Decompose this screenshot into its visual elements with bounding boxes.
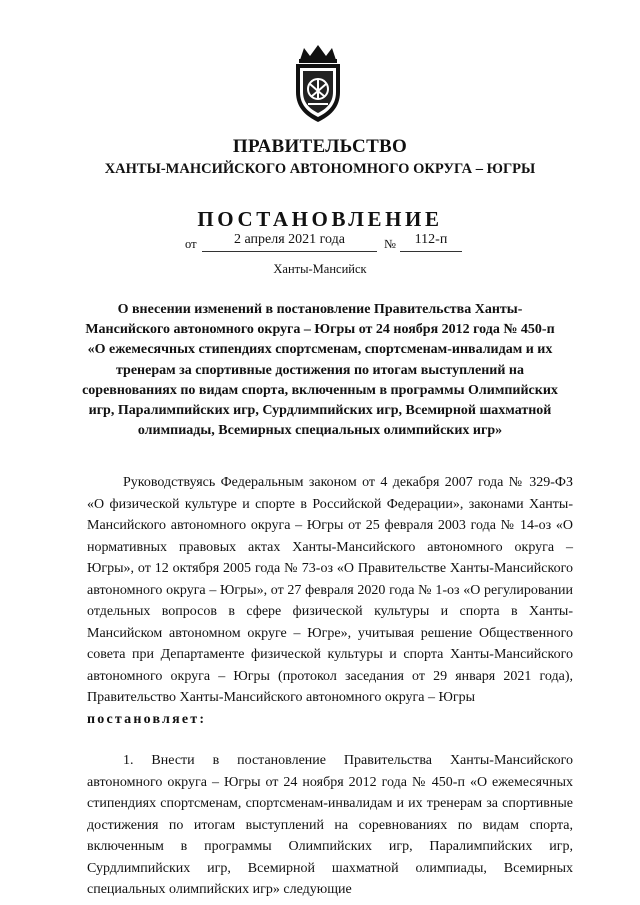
date-number-line — [0, 232, 640, 254]
document-date: 2 апреля 2021 года — [202, 232, 377, 252]
number-label: № — [384, 237, 396, 251]
coat-of-arms-emblem — [286, 42, 350, 126]
document-type-heading: ПОСТАНОВЛЕНИЕ — [197, 207, 443, 231]
document-number: 112-п — [400, 232, 462, 252]
from-label: от — [185, 237, 197, 251]
document-body — [87, 472, 573, 901]
city-name: Ханты-Мансийск — [273, 262, 367, 276]
body-paragraph-1 — [87, 472, 573, 730]
government-name-line1: ПРАВИТЕЛЬСТВО — [232, 136, 408, 157]
paragraph-1-text: Руководствуясь Федеральным законом от 4 декабря 2007 года № 329-ФЗ «О физической культуре и спорте в Российской Федерации», законами Ханты-Мансийского автономного округа – Югры от 25 февраля 2003 года № 14-оз «О нормативных правовых актах Ханты-Мансийского автономного округа – Югры», от 12 октября 2005 года № 73-оз «О Правительстве Ханты-Мансийского автономного округа – Югры», от 27 февраля 2020 года № 1-оз «О регулировании отдельных вопросов в сфере физической культуры и спорта в Ханты-Мансийском автономном округе – Югре», учитывая решение Общественного совета при Департаменте физической культуры и спорта Ханты-Мансийского автономного округа – Югры (протокол заседания от 29 января 2021 года), Правительство Ханты-Мансийского автономного округа – Югры — [87, 475, 573, 705]
government-name-line2: ХАНТЫ-МАНСИЙСКОГО АВТОНОМНОГО ОКРУГА – ЮГРЫ — [104, 161, 536, 177]
resolves-keyword: постановляет: — [87, 711, 207, 727]
body-paragraph-2: 1. Внести в постановление Правительства Ханты-Мансийского автономного округа – Югры от 24 ноября 2012 года № 450-п «О ежемесячных стипендиях спортсменам, спортсменам-инвалидам и их тренерам за спортивные достижения по итогам выступлений на соревнованиях по видам спорта, включенным в программы Олимпийских игр, Паралимпийских игр, Сурдлимпийских игр, Всемирной шахматной олимпиады, Всемирных специальных олимпийских игр» следующие — [87, 753, 573, 897]
document-title: О внесении изменений в постановление Правительства Ханты-Мансийского автономного округа – Югры от 24 ноября 2012 года № 450-п «О ежемесячных стипендиях спортсменам, спортсменам-инвалидам и их тренерам за спортивные достижения по итогам выступлений на соревнованиях по видам спорта, включенным в программы Олимпийских игр, Паралимпийских игр, Сурдлимпийских игр, Всемирной шахматной олимпиады, Всемирных специальных олимпийских игр» — [82, 302, 558, 439]
